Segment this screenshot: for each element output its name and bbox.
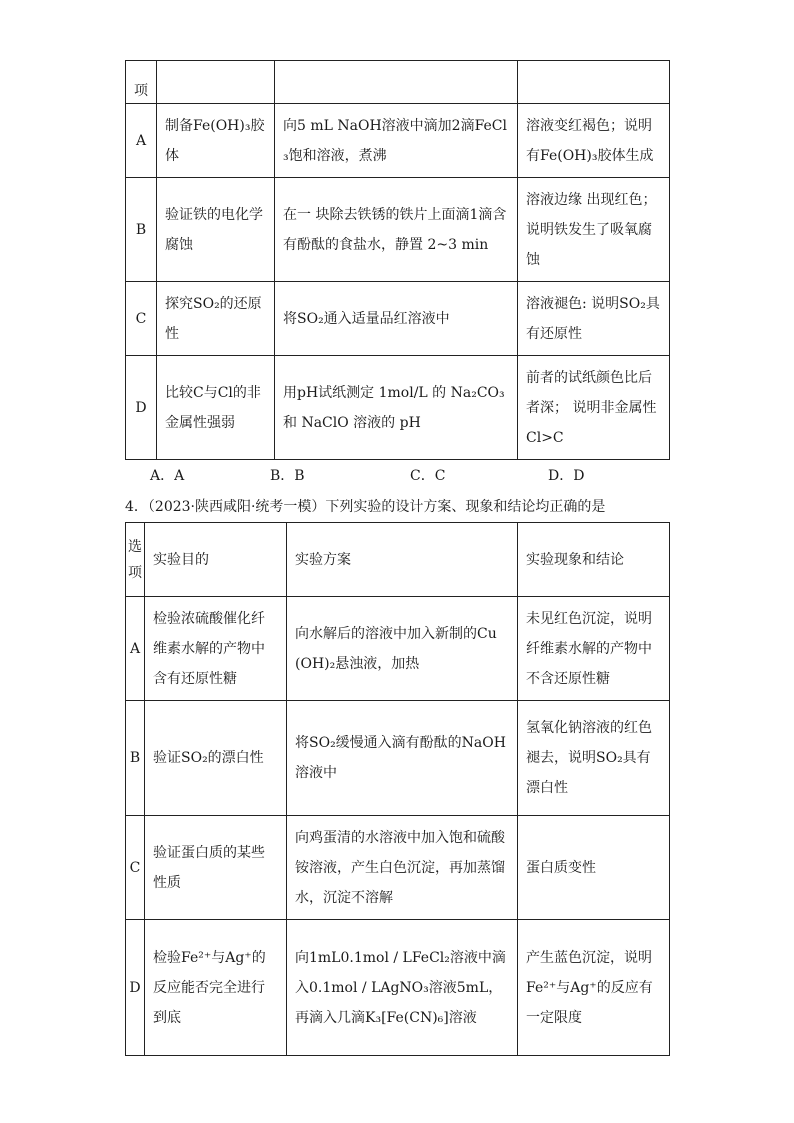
option-label: D: [126, 356, 157, 460]
option-label: D: [126, 920, 145, 1056]
table-row: [126, 920, 670, 1056]
option-label: C: [126, 816, 145, 920]
choice-c: C．C: [410, 468, 446, 484]
option-label: A: [126, 104, 157, 178]
scheme-cell: 向5 mL NaOH溶液中滴加2滴FeCl₃饱和溶液，煮沸: [275, 104, 518, 178]
result-cell: 氢氧化钠溶液的红色褪去，说明SO₂具有漂白性: [518, 701, 670, 816]
choice-a: A．A: [150, 468, 185, 484]
scheme-cell: 向鸡蛋清的水溶液中加入饱和硫酸铵溶液，产生白色沉淀，再加蒸馏水，沉淀不溶解: [287, 816, 518, 920]
header-scheme: 实验方案: [287, 523, 518, 597]
purpose-cell: 探究SO₂的还原性: [157, 282, 275, 356]
result-cell: 溶液褪色: 说明SO₂具有还原性: [518, 282, 670, 356]
purpose-cell: 验证铁的电化学腐蚀: [157, 178, 275, 282]
table-row: [126, 282, 670, 356]
purpose-cell: 比较C与Cl的非金属性强弱: [157, 356, 275, 460]
table-header-row: [126, 523, 670, 597]
purpose-cell: 制备Fe(OH)₃胶体: [157, 104, 275, 178]
scheme-cell: 向1mL0.1mol / LFeCl₂溶液中滴入0.1mol / LAgNO₃溶液5mL，再滴入几滴K₃[Fe(CN)₆]溶液: [287, 920, 518, 1056]
purpose-cell: 验证SO₂的漂白性: [145, 701, 287, 816]
scheme-cell: 用pH试纸测定 1mol/L 的 Na₂CO₃和 NaClO 溶液的 pH: [275, 356, 518, 460]
header-result: 实验现象和结论: [518, 523, 670, 597]
scheme-cell: 向水解后的溶液中加入新制的Cu(OH)₂悬浊液，加热: [287, 597, 518, 701]
result-cell: 前者的试纸颜色比后者深； 说明非金属性Cl>C: [518, 356, 670, 460]
option-label: B: [126, 701, 145, 816]
experiment-table-1: [125, 60, 670, 460]
question-4-stem: 4．（2023·陕西咸阳·统考一模）下列实验的设计方案、现象和结论均正确的是: [125, 499, 606, 515]
table-row: [126, 816, 670, 920]
table-row: [126, 356, 670, 460]
option-label: A: [126, 597, 145, 701]
header-scheme: [275, 61, 518, 104]
purpose-cell: 检验Fe²⁺与Ag⁺的反应能否完全进行到底: [145, 920, 287, 1056]
result-cell: 溶液变红褐色；说明有Fe(OH)₃胶体生成: [518, 104, 670, 178]
choice-b: B．B: [270, 468, 305, 484]
table-row: [126, 597, 670, 701]
option-label: C: [126, 282, 157, 356]
result-cell: 产生蓝色沉淀，说明Fe²⁺与Ag⁺的反应有一定限度: [518, 920, 670, 1056]
choice-d: D．D: [548, 468, 585, 484]
result-cell: 未见红色沉淀，说明纤维素水解的产物中不含还原性糖: [518, 597, 670, 701]
scheme-cell: 将SO₂通入适量品红溶液中: [275, 282, 518, 356]
answer-choices: [125, 465, 669, 487]
result-cell: 蛋白质变性: [518, 816, 670, 920]
scheme-cell: 在一 块除去铁锈的铁片上面滴1滴含有酚酞的食盐水，静置 2~3 min: [275, 178, 518, 282]
header-option: 选项: [126, 523, 145, 597]
header-purpose: 实验目的: [145, 523, 287, 597]
purpose-cell: 验证蛋白质的某些性质: [145, 816, 287, 920]
scheme-cell: 将SO₂缓慢通入滴有酚酞的NaOH溶液中: [287, 701, 518, 816]
table-header-row: [126, 61, 670, 104]
table-row: [126, 104, 670, 178]
result-cell: 溶液边缘 出现红色；说明铁发生了吸氧腐蚀: [518, 178, 670, 282]
purpose-cell: 检验浓硫酸催化纤维素水解的产物中含有还原性糖: [145, 597, 287, 701]
header-result: [518, 61, 670, 104]
table-row: [126, 701, 670, 816]
header-option: 项: [126, 61, 157, 104]
table-row: [126, 178, 670, 282]
option-label: B: [126, 178, 157, 282]
header-purpose: [157, 61, 275, 104]
experiment-table-2: [125, 522, 670, 1056]
